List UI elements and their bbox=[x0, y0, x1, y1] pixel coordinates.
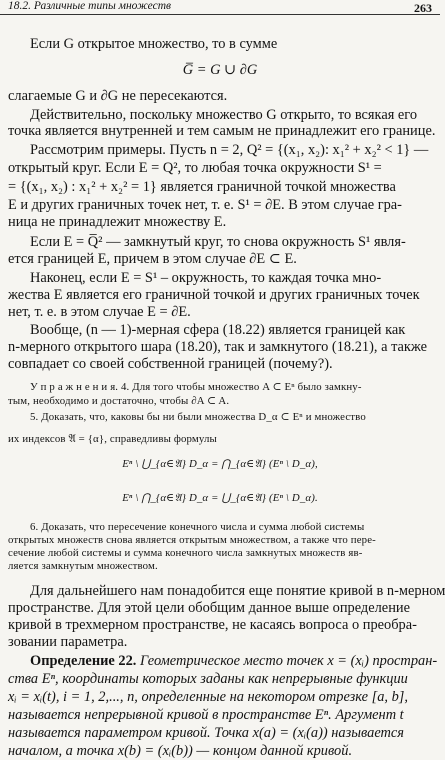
exercise-line: ляется замкнутым множеством. bbox=[8, 560, 158, 572]
paragraph-line: E и других граничных точек нет, т. е. S¹ = ∂E. В этом случае гра- bbox=[8, 197, 402, 213]
exercise-line: тым, необходимо и достаточно, чтобы ∂A ⊂ A. bbox=[8, 395, 230, 407]
paragraph-line: открытый круг. Если E = Q², то любая точка окружности S¹ = bbox=[8, 160, 382, 176]
exercise-formula: Eⁿ \ ⋃_{α∈𝔄} D_α = ⋂_{α∈𝔄} (Eⁿ \ D_α), bbox=[122, 458, 318, 470]
paragraph-line: n-мерного открытого шара (18.20), так и замкнутого (18.21), а также bbox=[8, 339, 428, 355]
paragraph-line: кривой в трехмерном пространстве, не касаясь вопроса о преобра- bbox=[8, 617, 417, 633]
exercise-line: У п р а ж н е н и я. 4. Для того чтобы множество A ⊂ Eⁿ было замкну- bbox=[30, 381, 362, 393]
definition-label: Определение 22. bbox=[30, 653, 137, 669]
paragraph-line: жества E является его граничной точкой и других граничных точек bbox=[8, 287, 420, 303]
definition-line: началом, а точка x(b) = (xᵢ(b)) — концом данной кривой. bbox=[8, 743, 353, 759]
paragraph-line: совпадает со своей собственной границей (почему?). bbox=[8, 356, 333, 372]
paragraph-line: слагаемые G и ∂G не пересекаются. bbox=[8, 88, 228, 104]
paragraph-line: Рассмотрим примеры. Пусть n = 2, Q² = {(x₁, x₂): x₁² + x₂² < 1} — bbox=[30, 142, 429, 158]
definition-line: ства Eⁿ, координаты которых заданы как непрерывные функции bbox=[8, 671, 408, 687]
paragraph-line: зовании параметра. bbox=[8, 634, 128, 650]
definition-line: xᵢ = xᵢ(t), i = 1, 2,..., n, определенные на некотором отрезке [a, b], bbox=[8, 689, 408, 705]
paragraph-line: ется границей E, причем в этом случае ∂E ⊂ E. bbox=[8, 251, 297, 267]
header-rule bbox=[0, 14, 440, 15]
definition-first-line bbox=[30, 653, 438, 670]
paragraph-line: Вообще, (n — 1)-мерная сфера (18.22) является границей как bbox=[30, 322, 406, 338]
paragraph-line: Если E = Q̅² — замкнутый круг, то снова окружность S¹ явля- bbox=[30, 234, 406, 250]
paragraph-line: Если G открытое множество, то в сумме bbox=[30, 36, 278, 52]
paragraph-line: пространстве. Для этой цели обобщим данное выше определение bbox=[8, 600, 410, 616]
exercise-line: сечение любой системы и сумма конечного числа замкнутых множеств яв- bbox=[8, 547, 363, 559]
paragraph-line: ница не принадлежит множеству E. bbox=[8, 214, 227, 230]
definition-text: Геометрическое место точек x = (xᵢ) простран- bbox=[139, 653, 438, 669]
paragraph-line: точка является внутренней и тем самым не принадлежит его границе. bbox=[8, 123, 436, 139]
paragraph-line: = {(x₁, x₂) : x₁² + x₂² = 1} является граничной точкой множества bbox=[8, 179, 396, 195]
exercise-formula: Eⁿ \ ⋂_{α∈𝔄} D_α = ⋃_{α∈𝔄} (Eⁿ \ D_α). bbox=[122, 492, 318, 504]
exercise-line: 5. Доказать, что, каковы бы ни были множества D_α ⊂ Eⁿ и множество bbox=[30, 411, 366, 423]
page-number: 263 bbox=[414, 1, 432, 15]
display-formula: G̅ = G ∪ ∂G bbox=[182, 62, 258, 78]
exercise-line: 6. Доказать, что пересечение конечного числа и сумма любой системы bbox=[30, 521, 365, 533]
exercise-line: их индексов 𝔄 = {α}, справедливы формулы bbox=[8, 433, 217, 445]
paragraph-line: Для дальнейшего нам понадобится еще понятие кривой в n-мерном bbox=[30, 583, 445, 599]
paragraph-line: нет, т. е. в этом случае E = ∂E. bbox=[8, 304, 191, 320]
paragraph-line: Наконец, если E = S¹ – окружность, то каждая точка мно- bbox=[30, 270, 382, 286]
definition-line: называется параметром кривой. Точка x(a) = (xᵢ(a)) называется bbox=[8, 725, 404, 741]
exercise-line: открытых множеств снова является открытым множеством, а также что пере- bbox=[8, 534, 376, 546]
definition-line: называется непрерывной кривой в пространстве Eⁿ. Аргумент t bbox=[8, 707, 404, 723]
paragraph-line: Действительно, поскольку множество G открыто, то всякая его bbox=[30, 107, 418, 123]
running-header: 18.2. Различные типы множеств bbox=[8, 0, 172, 12]
